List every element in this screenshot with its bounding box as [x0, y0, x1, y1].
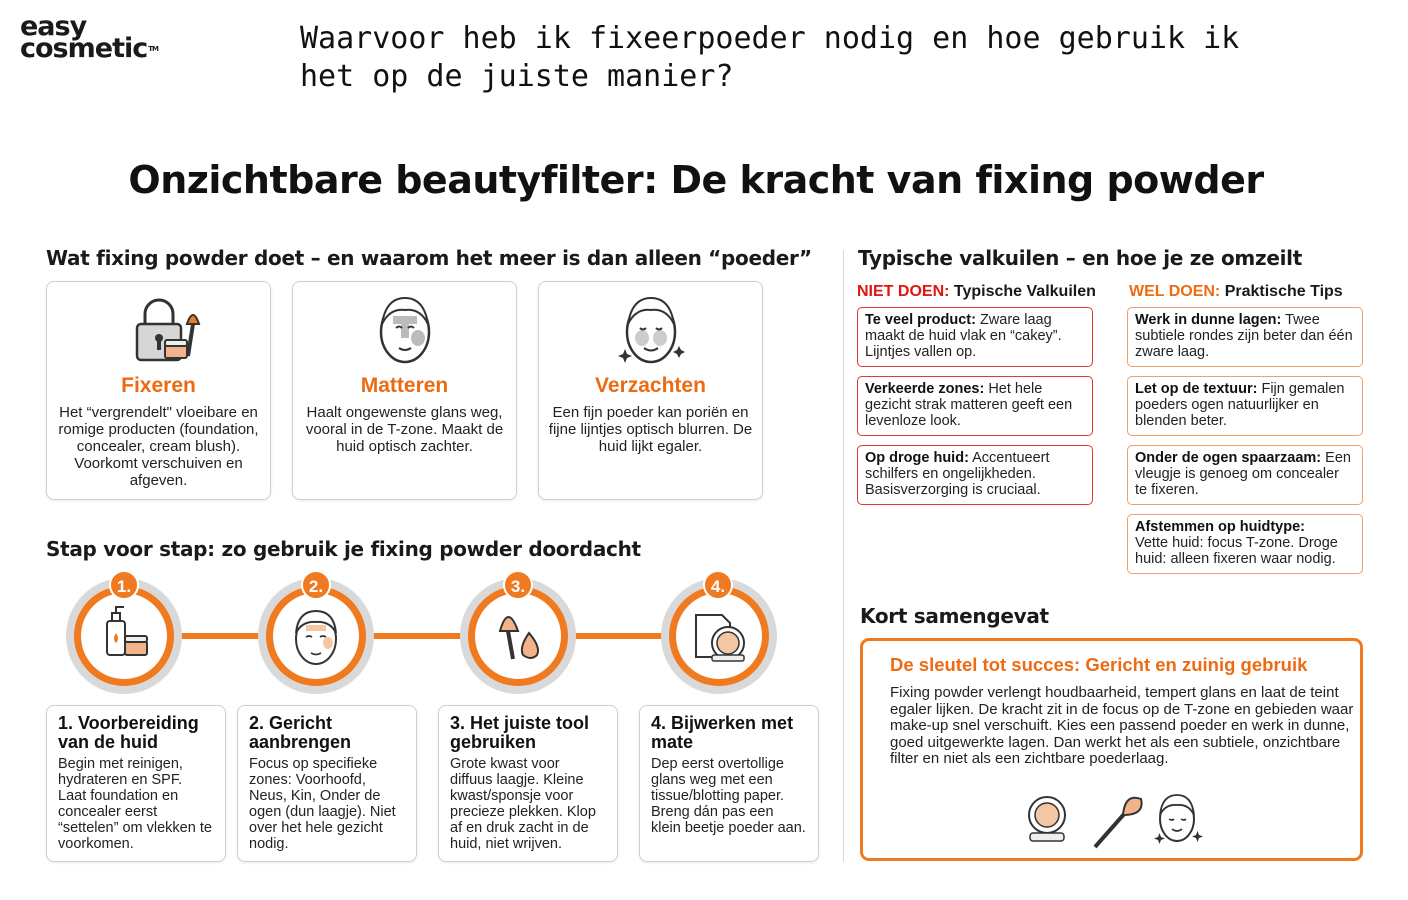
tip-bold: Onder de ogen spaarzaam:: [1135, 450, 1322, 466]
summary-heading: Kort samengevat: [860, 604, 1049, 628]
tip-bold: Werk in dunne lagen:: [1135, 312, 1282, 328]
dont-label: NIET DOEN:: [857, 283, 950, 300]
feature-card-verzachten: [538, 281, 763, 500]
summary-text: Fixing powder verlengt houdbaarheid, tempert glans en laat de teint egaler lijken. De kracht zit in de focus op de T-zone en gebieden waar make-up snel verschuift. Kies een passend poeder en werk in dunne, goed uitgewerkte lagen. Dan werkt het als een subtiele, onzichtbare filter en niet als een zichtbare poederlaag.: [890, 684, 1354, 767]
bottle-jar-icon: [81, 593, 167, 679]
brand-logo: [20, 11, 158, 64]
tip-text: Vette huid: focus T-zone. Droge huid: alleen fixeren waar nodig.: [1135, 535, 1338, 567]
feature-text: Een fijn poeder kan poriën en fijne lijntjes optisch blurren. De huid lijkt egaler.: [548, 404, 753, 455]
step-title: 2. Gericht aanbrengen: [249, 713, 352, 752]
feature-text: Het “vergrendelt" vloeibare en romige producten (foundation, concealer, cream blush). Voorkomt verschuiven en afgeven.: [58, 404, 259, 489]
step-title: 3. Het juiste tool gebruiken: [450, 713, 590, 752]
pitfall-bold: Verkeerde zones:: [865, 381, 985, 397]
brand-line2: cosmetic: [20, 33, 148, 64]
step-card: [237, 705, 417, 862]
do-title: Praktische Tips: [1220, 283, 1343, 300]
pitfall-box: [857, 307, 1093, 367]
pitfall-text: Accentueert schilfers en ongelijkheden. Basisverzorging is cruciaal.: [865, 450, 1050, 498]
pitfall-box: [857, 376, 1093, 436]
steps-heading: Stap voor stap: zo gebruik je fixing powder doordacht: [46, 537, 641, 561]
brand-trademark: TM: [148, 45, 158, 53]
pitfalls-heading: Typische valkuilen – en hoe je ze omzeilt: [858, 246, 1302, 270]
compact-paper-icon: [676, 593, 762, 679]
feature-card-matteren: [292, 281, 517, 500]
pitfall-bold: Te veel product:: [865, 312, 976, 328]
column-divider: [843, 250, 844, 862]
brush-sponge-icon: [475, 593, 561, 679]
steps-timeline: [120, 633, 720, 639]
do-label: WEL DOEN:: [1129, 283, 1221, 300]
do-column-heading: [1129, 283, 1343, 301]
pitfall-bold: Op droge huid:: [865, 450, 969, 466]
step-title: 4. Bijwerken met mate: [651, 713, 794, 752]
face-zones-icon: [273, 593, 359, 679]
feature-title: Matteren: [360, 374, 449, 397]
step-number: 1.: [109, 570, 139, 600]
tip-text: Een vleugje is genoeg om concealer te fixeren.: [1135, 450, 1351, 498]
tip-bold: Let op de textuur:: [1135, 381, 1258, 397]
step-title: 1. Voorbereiding van de huid: [58, 713, 199, 752]
step-number: 2.: [301, 570, 331, 600]
summary-box: [860, 638, 1363, 861]
step-text: Focus op specifieke zones: Voorhoofd, Neus, Kin, Onder de ogen (dun laagje). Niet over het hele gezicht nodig.: [249, 756, 396, 852]
main-title: Onzichtbare beautyfilter: De kracht van fixing powder: [128, 158, 1264, 202]
lock-brush-icon: [47, 294, 270, 364]
step-card: [639, 705, 819, 862]
tip-box: [1127, 307, 1363, 367]
what-heading: Wat fixing powder doet – en waarom het meer is dan alleen “poeder”: [46, 246, 812, 270]
tip-box: [1127, 376, 1363, 436]
summary-box-title: De sleutel tot succes: Gericht en zuinig gebruik: [890, 654, 1308, 675]
pitfall-text: Zware laag maakt de huid vlak en “cakey”. Lijntjes vallen op.: [865, 312, 1062, 360]
tip-text: Fijn gemalen poeders ogen natuurlijker en blenden beter.: [1135, 381, 1345, 429]
pitfall-text: Het hele gezicht strak matteren geeft een levenloze look.: [865, 381, 1073, 429]
step-number: 3.: [503, 570, 533, 600]
feature-title: Fixeren: [121, 374, 196, 397]
step-text: Dep eerst overtollige glans weg met een tissue/blotting paper. Breng dán pas een klein beetje poeder aan.: [651, 756, 806, 836]
brush-icon: [1095, 798, 1142, 847]
page-question: Waarvoor heb ik fixeerpoeder nodig en hoe gebruik ik het op de juiste manier?: [300, 21, 1240, 94]
compact-icon: [1029, 797, 1065, 841]
step-card: [46, 705, 226, 862]
face-sparkle-icon: [539, 294, 762, 364]
tip-box: [1127, 445, 1363, 505]
step-text: Grote kwast voor diffuus laagje. Kleine kwast/sponsje voor precieze plekken. Klop af en druk zacht in de huid, niet wrijven.: [450, 756, 596, 852]
face-sparkle-icon: [1154, 795, 1203, 844]
dont-column-heading: [857, 283, 1096, 301]
tip-bold: Afstemmen op huidtype:: [1135, 519, 1305, 535]
feature-title: Verzachten: [595, 374, 706, 397]
tip-text: Twee subtiele rondes zijn beter dan één zware laag.: [1135, 312, 1353, 360]
pitfall-box: [857, 445, 1093, 505]
tip-box: [1127, 514, 1363, 574]
step-number: 4.: [703, 570, 733, 600]
brand-line1: easy: [20, 11, 87, 42]
step-card: [438, 705, 618, 862]
dont-title: Typische Valkuilen: [949, 283, 1096, 300]
step-text: Begin met reinigen, hydrateren en SPF. Laat foundation en concealer eerst “settelen” om vlekken te voorkomen.: [58, 756, 212, 852]
summary-icons: [1025, 789, 1205, 853]
face-mask-icon: [293, 294, 516, 364]
feature-card-fixeren: [46, 281, 271, 500]
feature-text: Haalt ongewenste glans weg, vooral in de T-zone. Maakt de huid optisch zachter.: [305, 404, 504, 455]
